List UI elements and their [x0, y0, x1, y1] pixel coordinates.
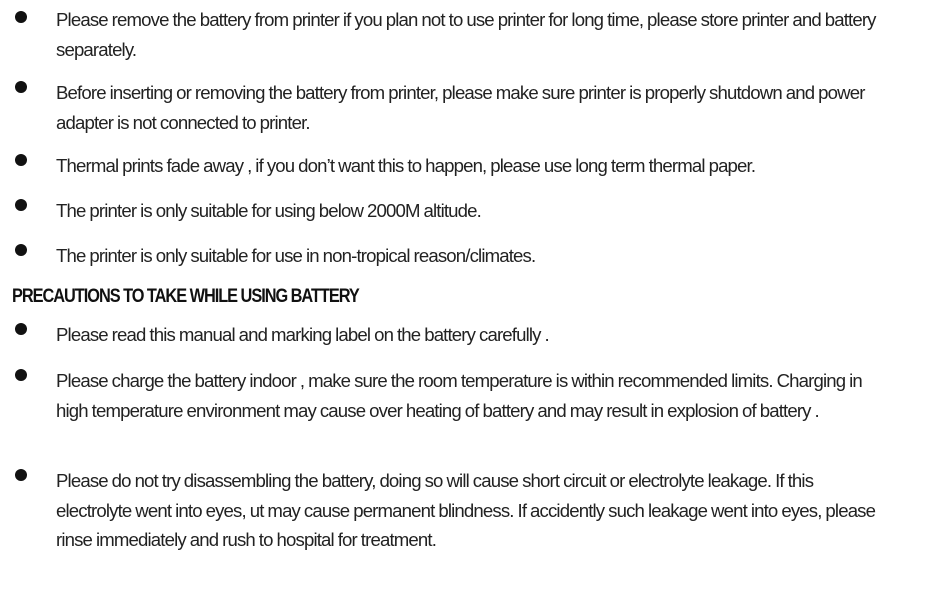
list-item-text: Please charge the battery indoor , make sure the room temperature is within recommended limits. Charging in high temperature environment may cause over heating of battery and may result in explosion of battery . [56, 370, 862, 421]
list-item-text: The printer is only suitable for use in non-tropical reason/climates. [56, 245, 536, 266]
bullet-icon [15, 323, 27, 335]
bullet-icon [15, 369, 27, 381]
list-item-text: Please remove the battery from printer if you plan not to use printer for long time, please store printer and battery separately. [56, 9, 876, 60]
section-heading: PRECAUTIONS TO TAKE WHILE USING BATTERY [12, 286, 359, 307]
list-item-text: The printer is only suitable for using below 2000M altitude. [56, 200, 481, 221]
list-item-text: Before inserting or removing the battery from printer, please make sure printer is properly shutdown and power adapter is not connected to printer. [56, 82, 865, 133]
list-item-text: Thermal prints fade away , if you don’t want this to happen, please use long term thermal paper. [56, 155, 756, 176]
bullet-icon [15, 11, 27, 23]
list-item-text: Please do not try disassembling the battery, doing so will cause short circuit or electrolyte leakage. If this electrolyte went into eyes, ut may cause permanent blindness. If accidently such leakage went into eyes, please rinse immediately and rush to hospital for treatment. [56, 470, 876, 550]
bullet-icon [15, 199, 27, 211]
bullet-icon [15, 81, 27, 93]
bullet-icon [15, 244, 27, 256]
bullet-icon [15, 469, 27, 481]
bullet-icon [15, 154, 27, 166]
list-item-text: Please read this manual and marking label on the battery carefully . [56, 324, 549, 345]
